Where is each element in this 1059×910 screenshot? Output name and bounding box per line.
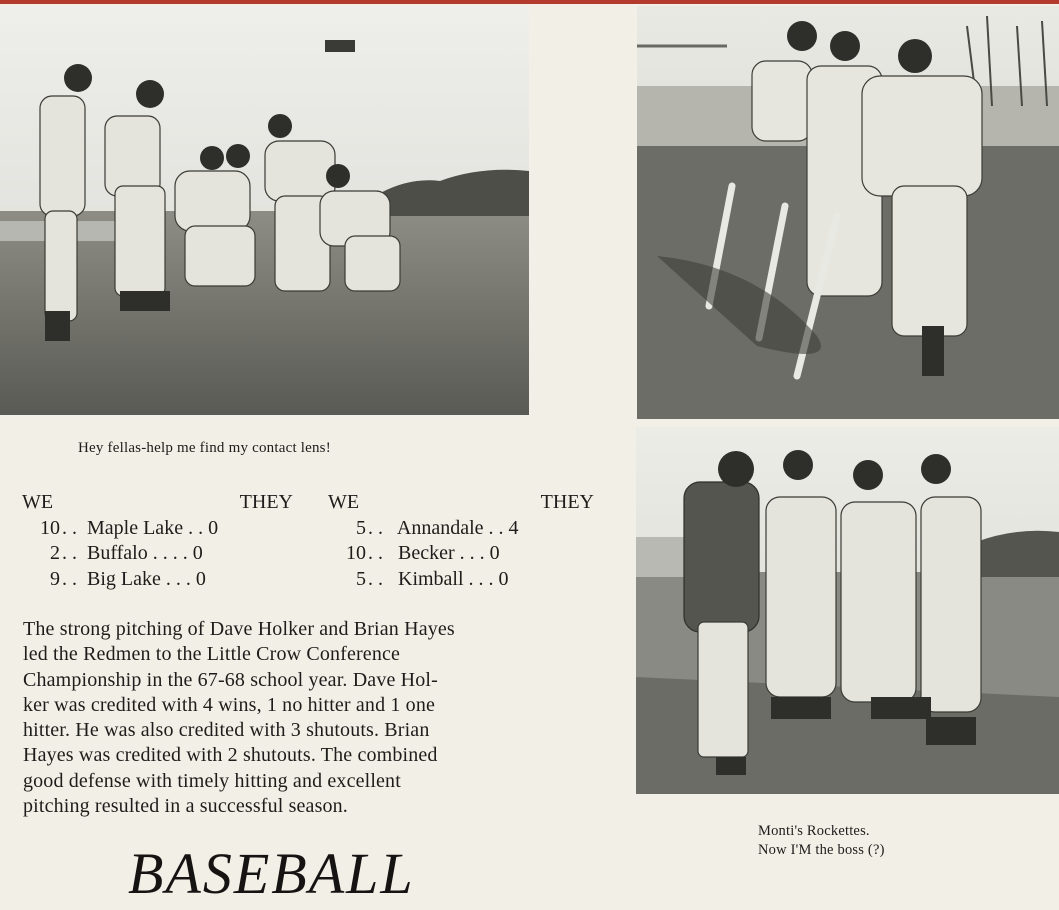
score-row [328, 541, 598, 567]
team-photo-coach [636, 427, 1059, 794]
opponent-score: . . Annandale . . 4 [368, 516, 519, 539]
opponent-score: . . Kimball . . . 0 [368, 567, 509, 590]
summary-line: led the Redmen to the Little Crow Conference [23, 643, 401, 666]
summary-line: Championship in the 67-68 school year. Dave Hol- [23, 668, 438, 691]
opponent-score: . . Buffalo . . . . 0 [62, 542, 203, 564]
season-summary [23, 617, 623, 819]
score-table-right [328, 490, 598, 592]
score-header [22, 490, 297, 516]
opponent-score: . . Big Lake . . . 0 [62, 567, 206, 590]
summary-line: Hayes was credited with 2 shutouts. The combined [23, 744, 438, 767]
team-photo-contact-lens [0, 6, 529, 415]
score-row [328, 516, 598, 542]
caption-line: Now I'M the boss (?) [758, 842, 885, 858]
we-header: WE [328, 491, 360, 513]
page-title: BASEBALL [128, 841, 415, 906]
score-table-left [22, 490, 297, 592]
caption-line: Monti's Rockettes. [758, 823, 870, 839]
they-header: THEY [239, 491, 293, 513]
we-score: 5 [356, 516, 366, 539]
we-score: 9 [50, 567, 60, 590]
opponent-score: . . Becker . . . 0 [368, 542, 500, 564]
score-row [22, 567, 297, 593]
we-header: WE [22, 491, 54, 513]
team-photo-bats [637, 6, 1059, 419]
photo-caption-contact-lens: Hey fellas-help me find my contact lens! [78, 440, 331, 456]
page-top-border [0, 0, 1059, 4]
score-row [22, 516, 297, 542]
score-row [22, 541, 297, 567]
summary-line: ker was credited with 4 wins, 1 no hitter and 1 one [23, 693, 435, 716]
we-score: 10 [346, 542, 366, 564]
summary-line: hitter. He was also credited with 3 shutouts. Brian [23, 719, 430, 742]
photo-caption-rockettes [758, 822, 1018, 860]
we-score: 2 [50, 542, 60, 564]
they-header: THEY [540, 491, 594, 513]
we-score: 10 [40, 516, 60, 539]
summary-line: The strong pitching of Dave Holker and Brian Hayes [23, 618, 455, 640]
we-score: 5 [356, 567, 366, 590]
opponent-score: . . Maple Lake . . 0 [62, 516, 219, 539]
summary-line: good defense with timely hitting and excellent [23, 769, 401, 792]
summary-line: pitching resulted in a successful season. [23, 795, 348, 818]
score-row [328, 567, 598, 593]
score-header [328, 490, 598, 516]
